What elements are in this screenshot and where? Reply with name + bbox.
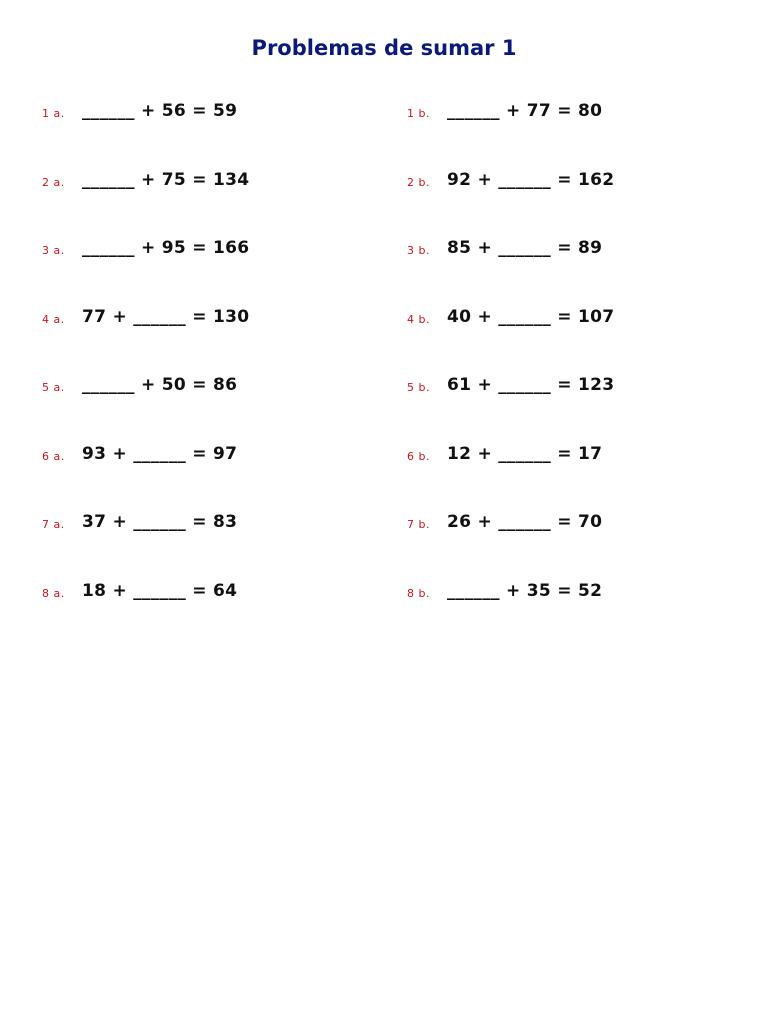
problem-column-a	[42, 101, 372, 649]
problem-label: 7 a.	[42, 518, 65, 531]
problem-6a	[42, 444, 372, 513]
problem-label: 4 a.	[42, 312, 65, 326]
problem-expression: ______ + 50 = 86	[82, 375, 238, 395]
problem-expression: 18 + ______ = 64	[82, 580, 238, 601]
problem-label: 5 b.	[407, 381, 430, 394]
problem-column-b	[407, 101, 737, 649]
problem-7a	[42, 512, 372, 581]
problem-label: 8 b.	[407, 586, 430, 600]
problem-label: 1 a.	[42, 107, 65, 120]
problem-expression: 85 + ______ = 89	[447, 238, 603, 258]
problem-expression: 37 + ______ = 83	[82, 512, 238, 532]
problem-expression: 92 + ______ = 162	[447, 169, 615, 190]
problem-label: 8 a.	[42, 586, 65, 600]
page-title: Problemas de sumar 1	[251, 36, 517, 60]
problem-label: 5 a.	[42, 381, 65, 394]
problem-expression: 12 + ______ = 17	[447, 443, 603, 464]
problem-1a	[42, 101, 372, 170]
problem-4a	[42, 307, 372, 376]
problem-1b	[407, 101, 737, 170]
problem-expression: 40 + ______ = 107	[447, 306, 615, 327]
problem-5a	[42, 375, 372, 444]
problem-2b	[407, 170, 737, 239]
problem-2a	[42, 170, 372, 239]
problem-label: 3 b.	[407, 244, 430, 257]
problem-expression: ______ + 56 = 59	[82, 101, 238, 121]
problem-label: 6 b.	[407, 449, 430, 463]
problem-expression: 61 + ______ = 123	[447, 375, 615, 395]
problem-label: 6 a.	[42, 449, 65, 463]
problem-expression: ______ + 35 = 52	[447, 580, 603, 601]
problem-4b	[407, 307, 737, 376]
problem-7b	[407, 512, 737, 581]
problem-5b	[407, 375, 737, 444]
problem-expression: 93 + ______ = 97	[82, 443, 238, 464]
problem-6b	[407, 444, 737, 513]
problem-8a	[42, 581, 372, 650]
problem-expression: ______ + 77 = 80	[447, 101, 603, 121]
problem-label: 4 b.	[407, 312, 430, 326]
problem-label: 2 b.	[407, 175, 430, 189]
problem-label: 2 a.	[42, 175, 65, 189]
problem-expression: ______ + 75 = 134	[82, 169, 250, 190]
problem-8b	[407, 581, 737, 650]
problem-expression: 26 + ______ = 70	[447, 512, 603, 532]
problem-expression: 77 + ______ = 130	[82, 306, 250, 327]
problem-3a	[42, 238, 372, 307]
problem-label: 1 b.	[407, 107, 430, 120]
problem-expression: ______ + 95 = 166	[82, 238, 250, 258]
problem-label: 7 b.	[407, 518, 430, 531]
problem-3b	[407, 238, 737, 307]
problem-label: 3 a.	[42, 244, 65, 257]
